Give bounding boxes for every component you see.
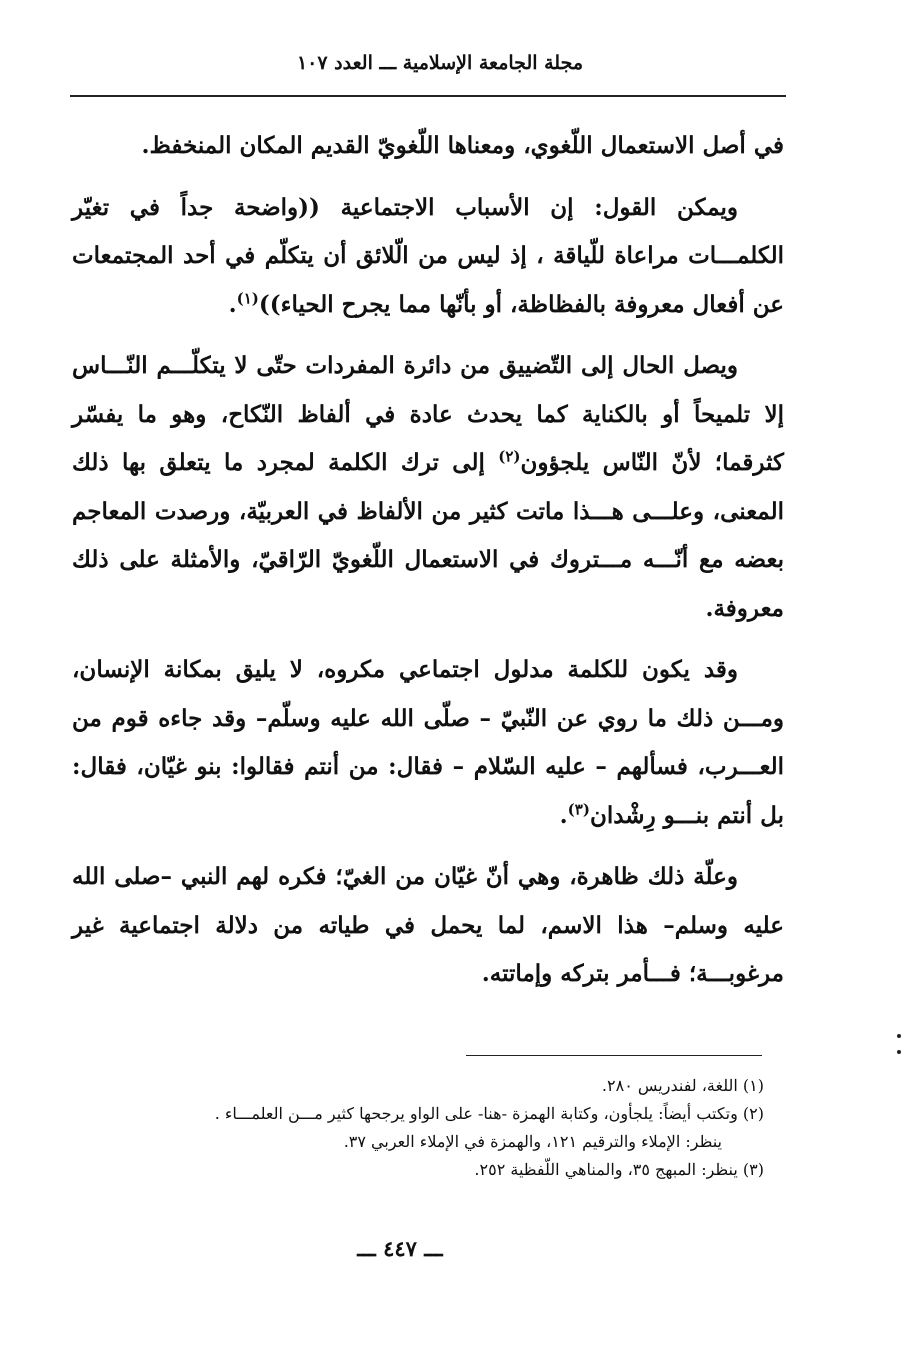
paragraph — [72, 342, 784, 633]
footnote-3: (٣) ينظر: المبهج ٣٥، والمناهي اللّفظية ٢٥٢. — [474, 1160, 764, 1179]
footnote-2: (٢) وتكتب أيضاً: يلجأون، وكتابة الهمزة -هنا- على الواو يرجحها كثير مـــن العلمـــاء . — [214, 1104, 764, 1123]
footnote-1: (١) اللغة، لفندريس ٢٨٠. — [601, 1076, 764, 1095]
paragraph — [72, 646, 784, 840]
margin-dot — [897, 1050, 901, 1054]
footnote-divider — [466, 1055, 762, 1056]
paragraph-text-tail: إلى ترك الكلمة لمجرد ما يتعلق بها ذلك المعنى، وعلـــى هـــذا ماتت كثير من الألفاظ في العربيّة، ورصدت المعاجم بعضه مع أنّـــه مـــتروك في الاستعمال اللّغويّ الرّاقيّ، والأمثلة على ذلك معروفة. — [72, 449, 784, 622]
footnote-reference[interactable]: (٢) — [498, 447, 521, 466]
paragraph-text-tail: . — [559, 801, 568, 829]
header-divider — [70, 95, 786, 97]
footnote-reference[interactable]: (١) — [236, 288, 259, 307]
footnote-reference[interactable]: (٣) — [567, 799, 590, 818]
footnote-2-continuation: ينظر: الإملاء والترقيم ١٢١، والهمزة في الإملاء العربي ٣٧. — [343, 1132, 722, 1151]
paragraph — [72, 853, 784, 999]
paragraph-text: ويصل الحال إلى التّضييق من دائرة المفردات حتّى لا يتكلّـــم النّـــاس إلا تلميحاً أو بالكناية كما يحدث عادة في ألفاظ النّكاح، وهو ما يفسّر كثرقما؛ لأنّ النّاس يلجؤون — [72, 352, 784, 476]
paragraph-text-tail: . — [228, 290, 237, 318]
paragraph — [72, 122, 784, 171]
page-number: ـــ ٤٤٧ ـــ — [357, 1236, 443, 1261]
paragraph-text: وقد يكون للكلمة مدلول اجتماعي مكروه، لا يليق بمكانة الإنسان، ومـــن ذلك ما روي عن النّبيّ – صلّى الله عليه وسلّم– وقد جاءه قوم من العـــرب، فسألهم – عليه السّلام – فقال: من أنتم فقالوا: بنو غيّان، فقال: بل أنتم بنـــو رِشْدان — [72, 656, 784, 829]
paragraph-text: وعلّة ذلك ظاهرة، وهي أنّ غيّان من الغيّ؛ فكره لهم النبي –صلى الله عليه وسلم– هذا الاسم، لما يحمل في طياته من دلالة اجتماعية غير مرغوبـــة؛ فـــأمر بتركه وإماتته. — [72, 863, 784, 987]
paragraph — [72, 184, 784, 330]
running-header: مجلة الجامعة الإسلامية ـــ العدد ١٠٧ — [296, 52, 584, 74]
footnotes — [64, 1072, 764, 1184]
paragraph-text: ويمكن القول: إن الأسباب الاجتماعية ((واضحة جداً في تغيّر الكلمـــات مراعاة للّياقة ، إذ ليس من الّلائق أن يتكلّم في أحد المجتمعات عن أفعال معروفة بالفظاظة، أو بأنّها مما يجرح الحياء)) — [72, 193, 784, 318]
margin-dot — [897, 1034, 901, 1038]
main-text — [72, 122, 784, 1012]
paragraph-text: في أصل الاستعمال اللّغوي، ومعناها اللّغويّ القديم المكان المنخفظ. — [141, 132, 784, 159]
